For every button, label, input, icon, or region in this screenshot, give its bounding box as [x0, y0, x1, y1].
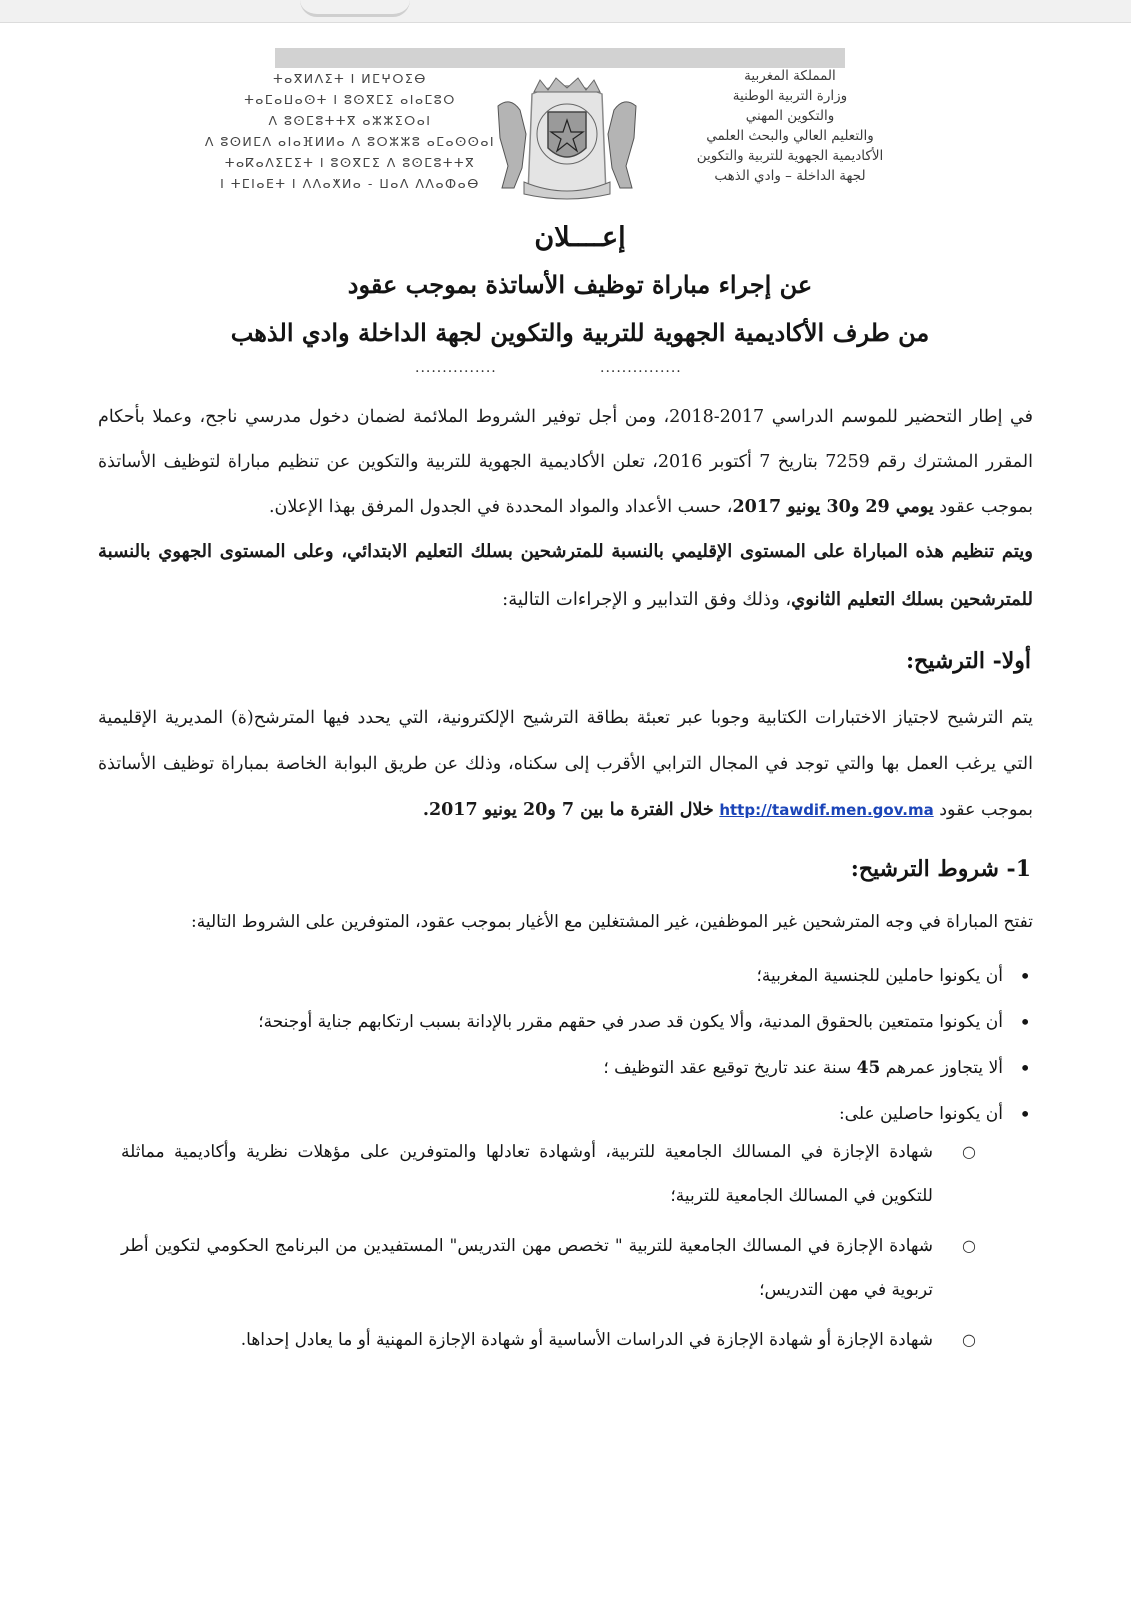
intro-paragraph — [98, 395, 1033, 530]
arabic-header-line: والتعليم العالي والبحث العلمي — [706, 128, 874, 144]
bullet-icon: • — [1019, 964, 1031, 988]
coat-of-arms-icon — [492, 76, 642, 202]
list-item — [131, 953, 1031, 999]
list-item — [131, 1045, 1031, 1091]
announcement-subtitle: عن إجراء مباراة توظيف الأساتذة بموجب عقود — [347, 270, 813, 299]
candidacy-text: يتم الترشيح لاجتياز الاختبارات الكتابية وجوبا عبر تعبئة بطاقة الترشيح الإلكترونية، التي يحدد فيها المترشح(ة) المديرية الإقليمية التي يرغب العمل بها والتي توجد في المجال الترابي الأقرب إلى سكناه، وذلك عن طريق البوابة الخاصة بمباراة توظيف الأساتذة بموجب عقود — [98, 708, 1033, 820]
header-gray-bar — [275, 48, 845, 68]
amazigh-line: ⵜⴰⴳⵍⴷⵉⵜ ⵏ ⵍⵎⵖⵔⵉⴱ — [273, 71, 427, 86]
arabic-header-line: المملكة المغربية — [744, 68, 836, 84]
section-heading-candidacy: أولا- الترشيح: — [905, 648, 1031, 674]
arabic-header — [640, 66, 940, 186]
list-item — [121, 1318, 1031, 1362]
exam-dates: يومي 29 و30 يونيو 2017 — [732, 497, 934, 517]
title-separator-dots: ............... — [600, 360, 682, 376]
intro-text: في إطار التحضير للموسم الدراسي 2017-2018، ومن أجل توفير الشروط الملائمة لضمان دخول مدرسي ناجح، وعملا بأحكام المقرر المشترك رقم 7259 بتاريخ 7 أكتوبر 2016، تعلن الأكاديمية الجهوية للتربية والتكوين عن تنظيم مباراة لتوظيف الأساتذة بموجب عقود — [98, 407, 1033, 517]
section-heading-conditions: 1- شروط الترشيح: — [850, 856, 1031, 882]
condition-text: أن يكونوا حاصلين على: — [838, 1104, 1003, 1124]
browser-top-strip — [0, 0, 1131, 23]
conditions-list — [131, 953, 1031, 1137]
amazigh-line: ⵜⴰⵎⴰⵡⴰⵙⵜ ⵏ ⵓⵙⴳⵎⵉ ⴰⵏⴰⵎⵓⵔ — [244, 92, 456, 107]
bullet-icon: • — [1019, 1010, 1031, 1034]
condition-text: ألا يتجاوز عمرهم — [880, 1058, 1003, 1078]
candidacy-period: خلال الفترة ما بين 7 و20 يونيو 2017. — [422, 800, 714, 820]
circle-bullet-icon: ○ — [962, 1236, 976, 1255]
diploma-list — [121, 1130, 1031, 1368]
list-item — [121, 1224, 1031, 1312]
diploma-text: شهادة الإجازة في المسالك الجامعية للتربية " تخصص مهن التدريس" المستفيدين من البرنامج الحكومي لتكوين أطر تربوية في مهن التدريس؛ — [121, 1236, 933, 1300]
portal-link[interactable]: http://tawdif.men.gov.ma — [719, 801, 934, 819]
diploma-text: شهادة الإجازة في المسالك الجامعية للتربية، أوشهادة تعادلها والمتوفرين على مؤهلات نظرية وأكاديمية مماثلة للتكوين في المسالك الجامعية للتربية؛ — [121, 1142, 933, 1206]
intro-text-end: ، حسب الأعداد والمواد المحددة في الجدول المرفق بهذا الإعلان. — [268, 497, 733, 517]
announcement-subtitle-2: من طرف الأكاديمية الجهوية للتربية والتكوين لجهة الداخلة وادي الذهب — [230, 318, 930, 347]
arabic-header-line: والتكوين المهني — [745, 108, 835, 124]
condition-text: سنة عند تاريخ توقيع عقد التوظيف ؛ — [603, 1058, 857, 1078]
amazigh-line: ⴷ ⵓⵙⵎⵓⵜⵜⴳ ⴰⵣⵣⵉⵔⴰⵏ — [268, 113, 432, 128]
arabic-header-line: الأكاديمية الجهوية للتربية والتكوين — [696, 148, 884, 164]
circle-bullet-icon: ○ — [962, 1330, 976, 1349]
list-item — [131, 999, 1031, 1045]
title-separator-dots: ............... — [415, 360, 497, 376]
circle-bullet-icon: ○ — [962, 1142, 976, 1161]
amazigh-header — [200, 68, 500, 194]
arabic-header-line: وزارة التربية الوطنية — [732, 88, 848, 104]
candidacy-paragraph — [98, 695, 1033, 833]
condition-text: أن يكونوا حاملين للجنسية المغربية؛ — [756, 966, 1003, 986]
list-item — [121, 1130, 1031, 1218]
bullet-icon: • — [1019, 1102, 1031, 1126]
amazigh-line: ⵏ ⵜⵎⵏⴰⴹⵜ ⵏ ⴷⴷⴰⵅⵍⴰ - ⵡⴰⴷ ⴷⴷⴰⵀⴰⴱ — [220, 176, 480, 191]
top-curve-decoration — [300, 0, 410, 17]
amazigh-line: ⵜⴰⴽⴰⴷⵉⵎⵉⵜ ⵏ ⵓⵙⴳⵎⵉ ⴷ ⵓⵙⵎⵓⵜⵜⴳ — [224, 155, 476, 170]
organization-paragraph — [98, 528, 1033, 624]
conditions-intro: تفتح المباراة في وجه المترشحين غير الموظفين، غير المشتغلين مع الأغيار بموجب عقود، المتوفرين على الشروط التالية: — [191, 912, 1033, 932]
organization-text: ، وذلك وفق التدابير و الإجراءات التالية: — [502, 589, 792, 610]
announcement-title: إعــــلان — [534, 222, 626, 253]
arabic-header-line: لجهة الداخلة – وادي الذهب — [714, 168, 866, 184]
bullet-icon: • — [1019, 1056, 1031, 1080]
condition-text: أن يكونوا متمتعين بالحقوق المدنية، وألا يكون قد صدر في حقهم مقرر بالإدانة بسبب ارتكابهم جناية أوجنحة؛ — [258, 1012, 1003, 1032]
diploma-text: شهادة الإجازة أو شهادة الإجازة في الدراسات الأساسية أو شهادة الإجازة المهنية أو ما يعادل إحداها. — [240, 1330, 933, 1350]
max-age: 45 — [856, 1058, 881, 1078]
amazigh-line: ⴷ ⵓⵙⵍⵎⴷ ⴰⵏⴰⴼⵍⵍⴰ ⴷ ⵓⵔⵣⵣⵓ ⴰⵎⴰⵙⵙⴰⵏ — [204, 134, 496, 149]
organization-text-bold: ويتم تنظيم هذه المباراة على المستوى الإقليمي بالنسبة للمترشحين بسلك التعليم الابتدائي، وعلى المستوى الجهوي بالنسبة للمترشحين بسلك التعليم الثانوي — [98, 541, 1033, 610]
